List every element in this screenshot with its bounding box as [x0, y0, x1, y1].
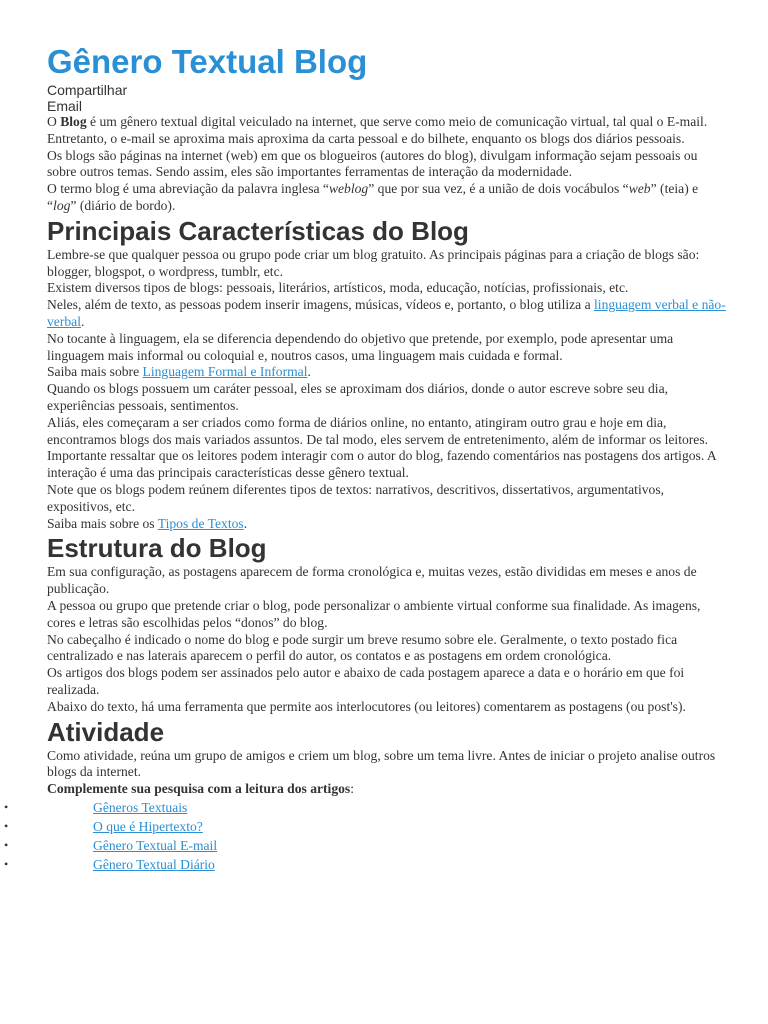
list-item: [4, 817, 727, 836]
paragraph: Saiba mais sobre Linguagem Formal e Informal.: [47, 364, 311, 380]
section-heading-estrutura: Estrutura do Blog: [47, 533, 267, 564]
paragraph: Abaixo do texto, há uma ferramenta que permite aos interlocutores (ou leitores) comentarem as postagens (ou post's).: [47, 698, 686, 714]
link-generos-textuais[interactable]: Gêneros Textuais: [93, 799, 188, 815]
intro-paragraph-1: O Blog é um gênero textual digital veiculado na internet, que serve como meio de comunicação virtual, tal qual o E-mail. Entretanto, o e-mail se aproxima mais aproxima da carta pessoal e do bilhete, enquanto os blogs dos diários pessoais.: [47, 114, 708, 146]
paragraph: Quando os blogs possuem um caráter pessoal, eles se aproximam dos diários, donde o autor escreve sobre seu dia, experiências pessoais, sentimentos.: [47, 381, 668, 413]
page-title: Gênero Textual Blog: [47, 43, 368, 80]
list-item: [4, 855, 727, 874]
paragraph: Em sua configuração, as postagens aparecem de forma cronológica e, muitas vezes, estão divididas em meses e anos de publicação.: [47, 564, 697, 597]
bullet-icon: •: [4, 818, 9, 833]
list-item: [4, 836, 727, 855]
link-tipos-de-textos[interactable]: Tipos de Textos: [157, 515, 244, 531]
paragraph: Neles, além de texto, as pessoas podem inserir imagens, músicas, vídeos e, portanto, o blog utiliza a linguagem verbal e não-verbal.: [47, 297, 726, 329]
section-heading-atividade: Atividade: [47, 716, 165, 747]
paragraph: Note que os blogs podem reúnem diferentes tipos de textos: narrativos, descritivos, dissertativos, argumentativos, expositivos, etc.: [47, 481, 665, 514]
reference-links-list: [4, 798, 727, 874]
paragraph: Existem diversos tipos de blogs: pessoais, literários, artísticos, moda, educação, notícias, profissionais, etc.: [47, 280, 629, 296]
link-hipertexto[interactable]: O que é Hipertexto?: [93, 818, 203, 834]
section-heading-caracteristicas: Principais Características do Blog: [47, 215, 469, 246]
link-linguagem-formal-informal[interactable]: Linguagem Formal e Informal: [142, 364, 308, 380]
intro-paragraph-2: Os blogs são páginas na internet (web) em que os blogueiros (autores do blog), divulgam informação sejam pessoais ou sobre outros temas. Sendo assim, eles são importantes ferramentas de interação da modernidade.: [47, 147, 698, 180]
paragraph: Saiba mais sobre os Tipos de Textos.: [47, 515, 248, 531]
article-body: [4, 114, 727, 874]
paragraph: Os artigos dos blogs podem ser assinados pelo autor e abaixo de cada postagem aparece a data e o horário em que foi realizada.: [47, 665, 685, 697]
paragraph: No tocante à linguagem, ela se diferencia dependendo do objetivo que pretende, por exemplo, pode apresentar uma linguagem mais informal ou coloquial e, noutros casos, uma linguagem mais cuidada e formal.: [47, 330, 674, 363]
paragraph: A pessoa ou grupo que pretende criar o blog, pode personalizar o ambiente virtual conforme sua finalidade. As imagens, cores e letras são escolhidas pelos “donos” do blog.: [47, 597, 701, 630]
link-linguagem-verbal[interactable]: linguagem verbal e não-verbal: [47, 297, 726, 329]
bullet-icon: •: [4, 799, 9, 814]
paragraph: No cabeçalho é indicado o nome do blog e pode surgir um breve resumo sobre ele. Geralmente, o texto postado fica centralizado e nas laterais aparecem o perfil do autor, os contatos e as postagens em ordem cronológica.: [47, 631, 678, 664]
intro-paragraph-3: O termo blog é uma abreviação da palavra inglesa “weblog” que por sua vez, é a união de dois vocábulos “web” (teia) e “log” (diário de bordo).: [47, 181, 699, 213]
bullet-icon: •: [4, 856, 9, 871]
paragraph: Lembre-se que qualquer pessoa ou grupo pode criar um blog gratuito. As principais páginas para a criação de blogs são: blogger, blogspot, o wordpress, tumblr, etc.: [47, 246, 700, 279]
link-genero-diario[interactable]: Gênero Textual Diário: [93, 856, 215, 872]
share-link[interactable]: Compartilhar: [47, 82, 128, 98]
list-item: [4, 798, 727, 817]
link-genero-email[interactable]: Gênero Textual E-mail: [93, 837, 218, 853]
email-link[interactable]: Email: [47, 98, 83, 114]
paragraph: Aliás, eles começaram a ser criados como forma de diários online, no entanto, atingiram outro grau e hoje em dia, encontramos blogs dos mais variados assuntos. De tal modo, eles servem de entretenimento, além de informar os leitores.: [47, 414, 709, 447]
paragraph: Importante ressaltar que os leitores podem interagir com o autor do blog, fazendo comentários nas postagens dos artigos. A interação é uma das principais características desse gênero textual.: [47, 448, 716, 481]
paragraph: Complemente sua pesquisa com a leitura dos artigos:: [47, 781, 354, 797]
paragraph: Como atividade, reúna um grupo de amigos e criem um blog, sobre um tema livre. Antes de iniciar o projeto analise outros blogs da internet.: [47, 747, 716, 780]
bullet-icon: •: [4, 837, 9, 852]
